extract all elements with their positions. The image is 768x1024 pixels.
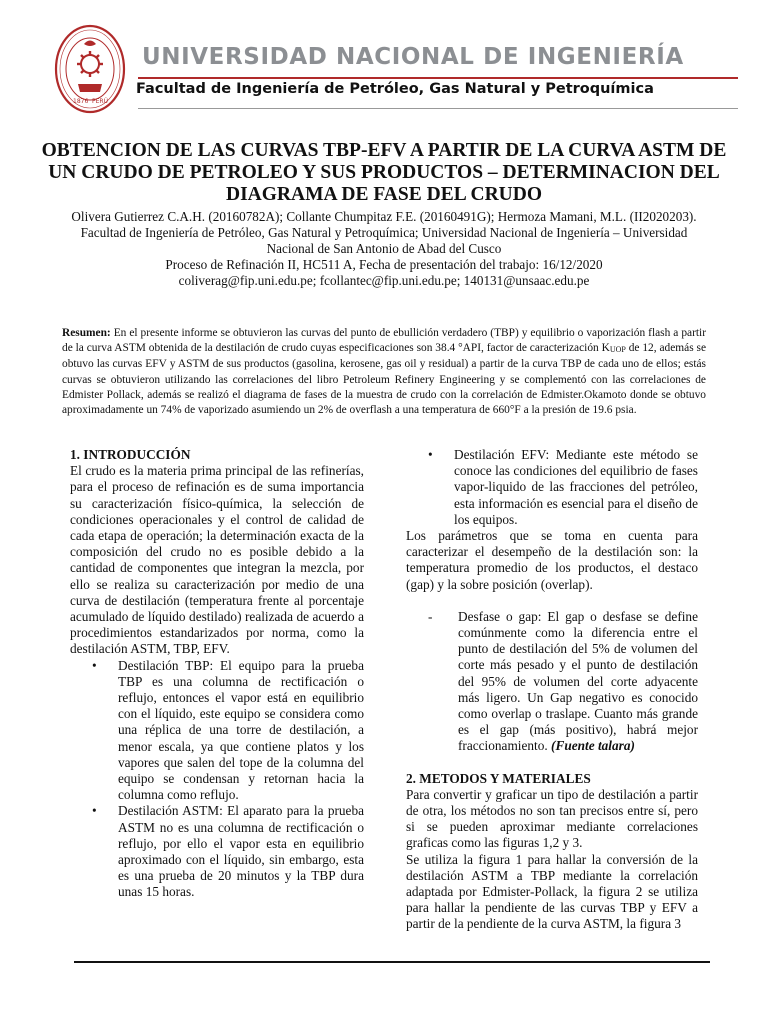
faculty-name: Facultad de Ingeniería de Petróleo, Gas Natural y Petroquímica <box>136 81 654 97</box>
university-seal-icon <box>54 24 126 114</box>
paper-title: OBTENCION DE LAS CURVAS TBP-EFV A PARTIR DE LA CURVA ASTM DE UN CRUDO DE PETROLEO Y SUS PRODUCTOS – DETERMINACION DEL DIAGRAMA DE FASE DEL CRUDO <box>41 140 727 205</box>
emails: coliverag@fip.uni.edu.pe; fcollantec@fip.uni.edu.pe; 140131@unsaac.edu.pe <box>178 273 590 288</box>
list-item-text: Destilación EFV: Mediante este método se conoce las condiciones del equilibrio de fases vapor-liquido de las fracciones del petróleo, esta información es esencial para el diseño de los equipos. <box>454 447 698 527</box>
abstract <box>62 326 706 418</box>
abstract-text-a: En el presente informe se obtuvieron las curvas del punto de ebullición verdadero (TBP) y equilibrio o vaporización flash a partir de la curva ASTM obtenida de la destilación de crudo cuyas especificaciones son 38.4 °API, factor de caracterización K <box>62 327 706 355</box>
efv-list <box>406 447 698 528</box>
left-column <box>70 447 364 901</box>
bullet-icon: • <box>92 657 97 673</box>
abstract-subscript: UOP <box>609 345 626 355</box>
list-item-text: Destilación TBP: El equipo para la prueba TBP es una columna de rectificación o reflujo, entonces el vapor está en equilibrio con el líquido, este equipo se considera como una réplica de una torre de destilación, a menor escala, ya que contiene platos y los vapores que salen del tope de la columna del equipo se condensan y retornan hacia la columna como reflujo. <box>118 657 364 803</box>
methods-paragraph-1: Para convertir y graficar un tipo de destilación a partir de otra, los métodos no son tan precisos entre sí, pero si se pueden aproximar mediante correlaciones graficas como las figuras 1,2 y 3. <box>406 786 698 851</box>
spacer <box>406 755 698 771</box>
header-grey-rule <box>138 108 738 109</box>
affiliation: Facultad de Ingeniería de Petróleo, Gas Natural y Petroquímica; Universidad Nacional de Ingeniería – Universidad Nacional de San Antonio de Abad del Cusco <box>80 225 688 256</box>
authors: Olivera Gutierrez C.A.H. (20160782A); Collante Chumpitaz F.E. (20160491G); Hermoza Mamani, M.L. (II2020203). <box>71 209 697 224</box>
bullet-icon: • <box>428 447 433 462</box>
list-item <box>70 658 364 804</box>
list-item <box>406 609 698 755</box>
list-item <box>70 803 364 900</box>
header-red-rule <box>138 77 738 79</box>
distillation-list <box>70 658 364 901</box>
paper-meta <box>60 209 708 289</box>
course-line: Proceso de Refinación II, HC511 A, Fecha de presentación del trabajo: 16/12/2020 <box>165 257 603 272</box>
seal-year-left: 1876 <box>73 98 89 105</box>
right-column <box>406 447 698 933</box>
bullet-icon: • <box>92 803 97 819</box>
list-item <box>406 447 698 528</box>
section-heading-methods: 2. METODOS Y MATERIALES <box>406 770 591 786</box>
abstract-label: Resumen: <box>62 327 111 339</box>
intro-paragraph: El crudo es la materia prima principal de las refinerías, para el proceso de refinación es de suma importancia su caracterización físico-química, la selección de condiciones operacionales y el control de calidad de cada etapa de operación; la determinación exacta de la composición del crudo no es posible debido a la cantidad de componentes que integran la mezcla, por ello se realiza su caracterización por medio de una curva de destilación (temperatura frente al porcentaje acumulado de líquido destilado) realizada de acuerdo a procedimientos estandarizados por norma, como la destilación ASTM, TBP, EFV. <box>70 463 364 657</box>
methods-paragraph-2: Se utiliza la figura 1 para hallar la conversión de la destilación ASTM a TBP mediante la correlación adaptada por Edmister-Pollack, la figura 2 se utiliza para hallar la pendiente de las curvas TBP y EFV a partir de la pendiente de la curva ASTM, la figura 3 <box>406 851 698 932</box>
gap-list <box>406 609 698 755</box>
spacer <box>406 593 698 609</box>
list-item-text: Desfase o gap: El gap o desfase se define comúnmente como la diferencia entre el punto de destilación del 5% de volumen del corte más pesado y el punto de destilación del 95% de volumen del corte adyacente más ligero. Un Gap negativo es conocido como overlap o traslape. Cuanto más grande es el gap (más positivo), habrá mejor fraccionamiento. <box>458 608 698 754</box>
bottom-rule <box>74 961 710 963</box>
abstract-text-b: de 12, además se obtuvo las curvas EFV y ASTM de sus productos (gasolina, kerosene, gas oil y residual) a partir de la curva TBP de cada uno de ellos; estás curvas se obtuvieron utilizando las correlaciones del libro Petroleum Refinery Engineering y se complementó con las correlaciones de Edmister Pollack, además se realizó el diagrama de fases de la muestra de crudo con la correlación de Edmister.Okamoto donde se obtuvo aproximadamente un 74% de vaporizado asumiendo un 2% de overflash a una temperatura de 660°F a la presión de 19.6 psia. <box>62 342 707 417</box>
section-heading-intro: 1. INTRODUCCIÓN <box>70 447 191 462</box>
source-citation: (Fuente talara) <box>551 738 635 754</box>
university-name: UNIVERSIDAD NACIONAL DE INGENIERÍA <box>142 44 684 70</box>
list-item-text: Destilación ASTM: El aparato para la prueba ASTM no es una columna de rectificación o reflujo, por ello el vapor esta en equilibrio aproximado con el líquido, sin embargo, esta es una prueba de 20 minutos y la TBP dura unas 15 horas. <box>118 803 364 900</box>
header <box>54 24 734 114</box>
seal-year-right: PERÚ <box>92 98 108 105</box>
dash-icon: - <box>428 608 433 624</box>
params-paragraph: Los parámetros que se toma en cuenta para caracterizar el desempeño de la destilación son: la temperatura promedio de los productos, el destaco (gap) y la sobre posición (overlap). <box>406 528 698 592</box>
